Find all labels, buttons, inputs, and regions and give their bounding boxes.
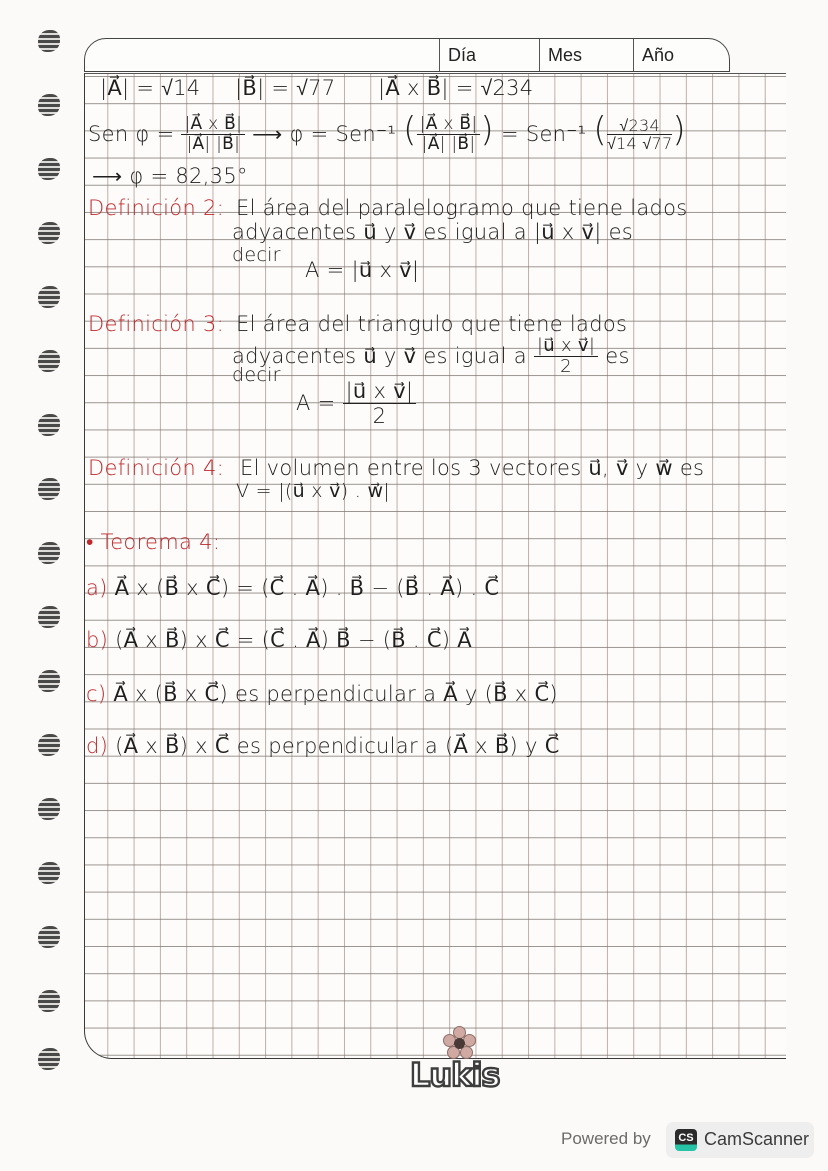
- definition3-inline-fraction: $\frac{\text{|u⃗ x v⃗|}}{2}$: [534, 336, 598, 377]
- definition2-line1: El área del paralelogramo que tiene lados: [236, 196, 688, 220]
- brand-name: Lukis: [410, 1056, 500, 1094]
- definition4-title: Definición 4:: [88, 456, 225, 480]
- powered-by-label: Powered by: [561, 1129, 651, 1148]
- theorem4-item-b: b) (A⃗ x B⃗) x C⃗ = (C⃗ . A⃗) B⃗ − (B⃗ . C⃗) A⃗: [86, 628, 472, 652]
- spiral-ring-icon: [38, 606, 60, 628]
- definition3-line3: decir: [232, 364, 281, 386]
- definition2-line2: adyacentes u⃗ y v⃗ es igual a |u⃗ x v⃗| es: [232, 220, 634, 244]
- day-label: Día: [448, 45, 477, 65]
- definition2-line3: decir: [232, 244, 281, 266]
- definition3-title: Definición 3:: [88, 312, 225, 336]
- camscanner-logo-icon: CS: [675, 1129, 697, 1151]
- theorem4-item-c: c) A⃗ x (B⃗ x C⃗) es perpendicular a A⃗ y (B⃗ x C⃗): [86, 682, 558, 706]
- day-field: [439, 39, 539, 71]
- month-field: [539, 39, 633, 71]
- spiral-ring-icon: [38, 30, 60, 52]
- spiral-ring-icon: [38, 94, 60, 116]
- magnitude-a: |A⃗| = √14: [100, 76, 201, 100]
- arcsine-fraction: $\frac{\text{|A⃗ x B⃗|}}{|A⃗| |B⃗|}$: [417, 115, 481, 154]
- date-header: [84, 38, 730, 72]
- spiral-ring-icon: [38, 542, 60, 564]
- spiral-ring-icon: [38, 990, 60, 1012]
- theorem4-title: • Teorema 4:: [86, 530, 221, 554]
- sine-formula: Sen φ = $\frac{\text{|A⃗ x B⃗|}}{|A⃗| |B⃗|}$ ⟶ φ = Sen⁻¹ ( $\frac{\text{|A⃗ x B⃗|}}{|A⃗| |B⃗|}$ ) = Sen⁻¹ ( $\frac{√234}{√14 √77}$ ): [88, 110, 686, 155]
- theorem4-item-d: d) (A⃗ x B⃗) x C⃗ es perpendicular a (A⃗ x B⃗) y C⃗: [86, 734, 560, 758]
- arcsine-arrow: ⟶ φ = Sen⁻¹: [252, 122, 397, 146]
- spiral-ring-icon: [38, 926, 60, 948]
- year-field: [633, 39, 729, 71]
- notebook-brand-logo: [408, 1028, 504, 1098]
- spiral-binding: [38, 30, 64, 1070]
- sine-fraction: $\frac{\text{|A⃗ x B⃗|}}{|A⃗| |B⃗|}$: [181, 115, 245, 154]
- spiral-ring-icon: [38, 670, 60, 692]
- spiral-ring-icon: [38, 414, 60, 436]
- year-label: Año: [642, 45, 675, 65]
- spiral-ring-icon: [38, 734, 60, 756]
- camscanner-name: CamScanner: [704, 1129, 810, 1149]
- magnitude-axb: |A⃗ x B⃗| = √234: [378, 76, 534, 100]
- arcsine-eq: = Sen⁻¹: [500, 122, 587, 146]
- spiral-ring-icon: [38, 862, 60, 884]
- spiral-ring-icon: [38, 1048, 60, 1070]
- definition3-formula: A = $\frac{\text{|u⃗ x v⃗|}}{2}$: [296, 380, 416, 428]
- angle-result: ⟶ φ = 82,35°: [92, 164, 248, 188]
- definition2-title: Definición 2:: [88, 196, 225, 220]
- sine-lhs: Sen φ =: [88, 122, 175, 146]
- definition3-line2: adyacentes u⃗ y v⃗ es igual a $\frac{\text{|u⃗ x v⃗|}}{2}$ es: [232, 335, 630, 377]
- spiral-ring-icon: [38, 158, 60, 180]
- definition4-line1: El volumen entre los 3 vectores u⃗, v⃗ y w⃗ es: [240, 456, 705, 480]
- month-label: Mes: [548, 45, 583, 65]
- definition2-formula: A = |u⃗ x v⃗|: [305, 258, 420, 282]
- spiral-ring-icon: [38, 350, 60, 372]
- spiral-ring-icon: [38, 798, 60, 820]
- camscanner-badge[interactable]: [666, 1122, 814, 1158]
- theorem4-item-a: a) A⃗ x (B⃗ x C⃗) = (C⃗ . A⃗) . B⃗ − (B⃗ . A⃗) . C⃗: [86, 576, 500, 600]
- definition3-line1: El área del triangulo que tiene lados: [236, 312, 628, 336]
- spiral-ring-icon: [38, 222, 60, 244]
- arcsine-value-fraction: $\frac{√234}{√14 √77}$: [606, 115, 673, 154]
- spiral-ring-icon: [38, 478, 60, 500]
- magnitude-b: |B⃗| = √77: [235, 76, 336, 100]
- spiral-ring-icon: [38, 286, 60, 308]
- definition4-line2: V = |(u⃗ x v⃗) . w⃗|: [236, 480, 390, 502]
